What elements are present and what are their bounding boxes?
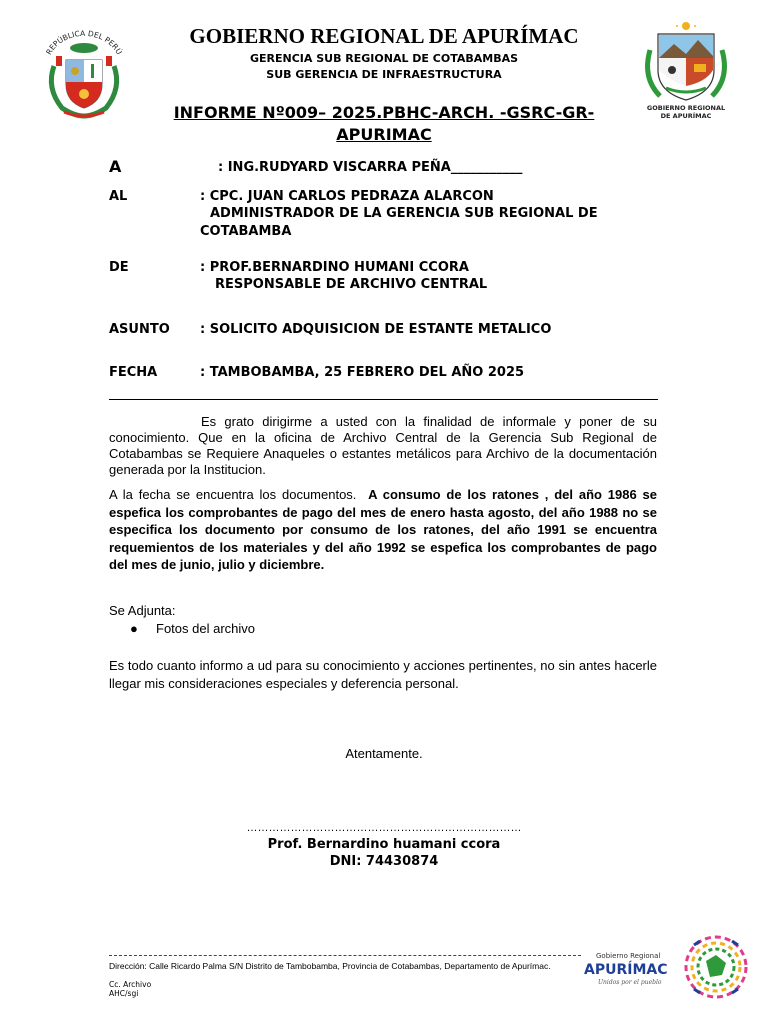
field-al-label: AL <box>109 189 128 204</box>
svg-text:Unidos por el pueblo: Unidos por el pueblo <box>598 979 662 986</box>
signature-line: ………………………………………………………………… <box>246 822 522 834</box>
footer-divider <box>109 955 581 956</box>
field-de-value-1: : PROF.BERNARDINO HUMANI CCORA <box>200 260 469 275</box>
footer-initials: AHC/sgi <box>109 989 139 998</box>
field-de-label: DE <box>109 260 129 275</box>
field-a-value: : ING.RUDYARD VISCARRA PEÑA___________ <box>218 160 523 175</box>
field-de-value-2: RESPONSABLE DE ARCHIVO CENTRAL <box>215 277 488 292</box>
bullet-icon: ● <box>130 621 138 636</box>
field-fecha-value: : TAMBOBAMBA, 25 FEBRERO DEL AÑO 2025 <box>200 365 525 380</box>
svg-text:GOBIERNO REGIONAL: GOBIERNO REGIONAL <box>646 104 726 112</box>
closing-paragraph: Es todo cuanto informo a ud para su conocimiento y acciones pertinentes, no sin antes hacerle llegar mis consideraciones especiales y deferencia personal. <box>109 658 657 691</box>
body-paragraph-1 <box>109 414 657 478</box>
attachment-label: Se Adjunta: <box>109 603 176 618</box>
field-asunto-value: : SOLICITO ADQUISICION DE ESTANTE METALICO <box>200 322 552 337</box>
footer-cc: Cc. Archivo <box>109 980 152 989</box>
body-paragraph-2 <box>109 486 657 574</box>
informe-title <box>140 102 628 146</box>
field-a-label: A <box>109 157 122 176</box>
svg-text:Gobierno Regional: Gobierno Regional <box>596 952 661 960</box>
apurimac-footer-logo <box>584 934 754 1000</box>
informe-title-line2: APURIMAC <box>336 125 432 144</box>
regards-text: Atentamente. <box>345 746 423 761</box>
signature-dni: DNI: 74430874 <box>329 854 439 869</box>
footer-address: Dirección: Calle Ricardo Palma S/N Distrito de Tambobamba, Provincia de Cotabambas, Departamento de Apurímac. <box>109 961 551 971</box>
header-divider <box>109 399 658 400</box>
field-asunto-label: ASUNTO <box>109 322 170 337</box>
header-subtitle-subgerencia: SUB GERENCIA DE INFRAESTRUCTURA <box>266 68 502 81</box>
field-fecha-label: FECHA <box>109 365 158 380</box>
svg-text:DE APURÍMAC: DE APURÍMAC <box>660 112 712 120</box>
header-title: GOBIERNO REGIONAL DE APURÍMAC <box>189 24 579 48</box>
header-subtitle-gerencia: GERENCIA SUB REGIONAL DE COTABAMBAS <box>249 52 519 65</box>
body-paragraph-1-text: Es grato dirigirme a usted con la finalidad de informale y poner de su conocimiento. Que en la oficina de Archivo Central de la Gerencia Sub Regional de Cotabambas se Requiere Anaqueles o estantes metálicos para Archivo de la documentación generada por la Institucion. <box>109 414 657 477</box>
informe-title-line1: INFORME Nº009– 2025.PBHC-ARCH. -GSRC-GR- <box>173 103 595 122</box>
body-paragraph-2-intro: A la fecha se encuentra los documentos. <box>109 487 357 502</box>
field-al-value-3: COTABAMBA <box>200 224 292 239</box>
body-paragraph-2-bold: A consumo de los ratones , del año 1986 se espefica los comprobantes de pago del mes de enero hasta agosto, del año 1988 no se especifica los documento por consumo de los ratones, del año 1991 se encuentra requemientos de los materiales y del año 1992 se espefica los comprobantes de pago del mes de junio, julio y diciembre. <box>109 487 657 572</box>
svg-text:APURÍMAC: APURÍMAC <box>584 962 668 978</box>
signature-name: Prof. Bernardino huamani ccora <box>267 837 501 852</box>
attachment-item: Fotos del archivo <box>156 621 255 636</box>
field-al-value-2: ADMINISTRADOR DE LA GERENCIA SUB REGIONAL DE <box>210 206 598 221</box>
field-al-value-1: : CPC. JUAN CARLOS PEDRAZA ALARCON <box>200 189 494 204</box>
svg-text:REPÚBLICA DEL PERÚ: REPÚBLICA DEL PERÚ <box>44 28 124 57</box>
